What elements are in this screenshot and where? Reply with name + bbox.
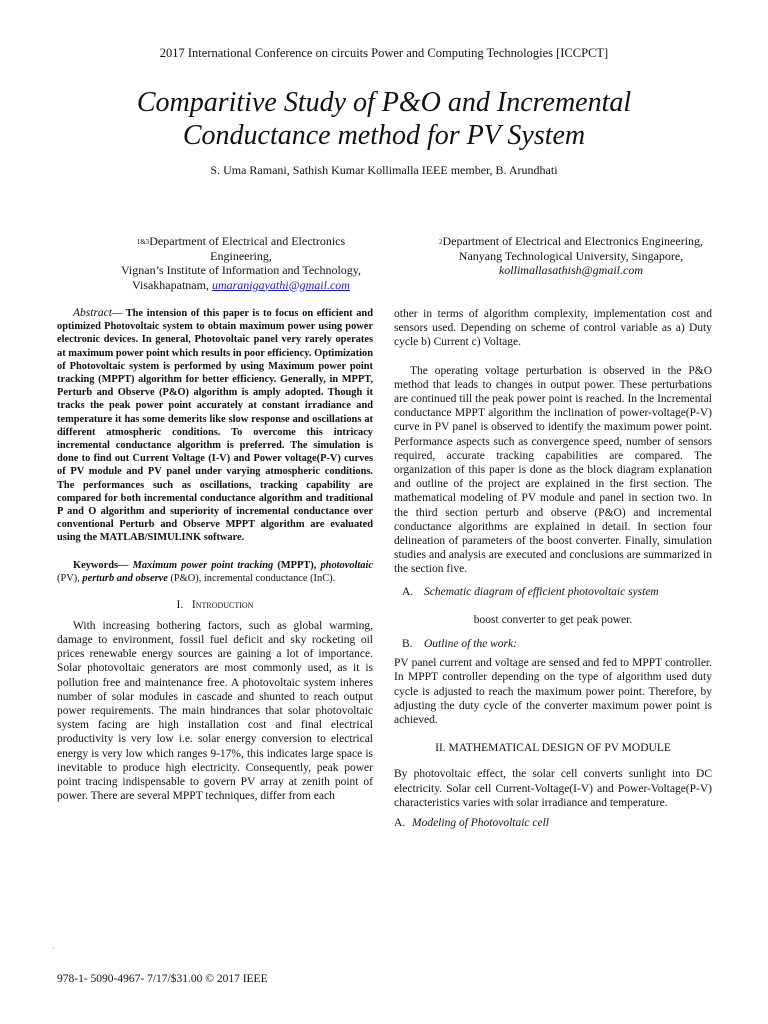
keyword-1-abbr: (MPPT), [273,559,317,571]
conference-header: 2017 International Conference on circuits Power and Computing Technologies [ICCPCT] [159,46,609,60]
section-1-number: I. [176,598,184,611]
subsection-a-title: Schematic diagram of efficient photovoltaic system [424,585,659,598]
abstract-text: The intension of this paper is to focus on efficient and optimized Photovoltaic system to obtain maximum power using power electronic devices. In general, Photovoltaic panel very rarely operates at maximum power point which results in poor efficiency. Optimization of Photovoltaic system is performed by using Maximum power point tracking (MPPT) algorithm for better efficiency. Generally, in MPPT, Perturb and Observe (P&O) algorithm is amply adopted. Though it tracks the peak power point accurately at constant irradiance and temperature it has some demerits like slow response and oscillations at different atmospheric conditions. To overcome this intricacy incremental conductance algorithm is preferred. The simulation is done to find out Current Voltage (I-V) and Power voltage(P-V) curves of PV module and PV panel under varying atmospheric conditions. The performances such as oscillations, tracking capability are compared for both incremental conductance algorithm and traditional P and O algorithm and superiority of incremental conductance over conventional Perturb and Observe MPPT algorithm are evaluated using the MATLAB/SIMULINK software. [57,308,373,544]
affiliation-right-line2: Nanyang Technological University, Singapore, [458,248,684,263]
keyword-1: Maximum power point tracking [132,559,274,571]
keyword-3: perturb and observe [82,572,168,584]
subsection-b-heading [394,637,712,651]
affiliation-left-line2: Engineering, [210,248,272,263]
subsection-b-letter: B. [402,638,413,651]
affiliation-left [74,234,408,292]
keyword-3-abbr: (P&O), incremental conductance (InC). [167,572,336,584]
keywords-label: Keywords— [73,559,129,571]
copyright-footer: 978-1- 5090-4967- 7/17/$31.00 © 2017 IEEE [57,973,268,985]
subsection-b-title: Outline of the work: [424,638,517,651]
affiliation-left-line1: Department of Electrical and Electronics [149,234,346,248]
subsection-a-heading [394,585,712,599]
right-paragraph-3: PV panel current and voltage are sensed and fed to MPPT controller. In MPPT controller depending on the type of algorithm used duty cycle is adjusted to reach the maximum power point. Therefore, by adjusting the duty cycle of the converter maximum power point is achieved. [394,657,712,727]
title-line-2: Conductance method for PV System [182,120,586,151]
paper-title [0,86,768,152]
affiliation-left-city: Visakhapatnam, [132,277,212,292]
right-paragraph-4: By photovoltaic effect, the solar cell converts sunlight into DC electricity. Solar cell Current-Voltage(I-V) and Power-Voltage(P-V) characteristics varies with solar irradiance and temperature. [394,768,712,809]
boost-converter-line: boost converter to get peak power. [473,613,633,626]
affiliation-left-superscript: 1&3 [136,238,150,246]
subsection-a2-letter: A. [394,817,406,830]
subsection-a-letter: A. [402,585,414,598]
affiliation-right-superscript: 2 [438,238,443,246]
subsection-a2-title: Modeling of Photovoltaic cell [412,817,550,830]
section-1-title: Introduction [191,598,254,611]
section-2-heading: II. MATHEMATICAL DESIGN OF PV MODULE [435,742,671,755]
subsection-a2-heading [394,816,712,830]
abstract [57,307,373,545]
introduction-paragraph: With increasing bothering factors, such as global warming, damage to environment, fossil fuel deficit and sky rocketing oil prices renewable energy sources are gaining a lot of importance. Solar photovoltaic generators are most commonly used, as it is pollution free and maintenance free. A photovoltaic system inheres number of solar modules in cascade and shunted to reach output power requirements. The main hindrances that solar photovoltaic system facing are high installation cost and final electrical productivity is very low i.e. solar energy conversion to electrical energy is very low which ranges 9-17%, this indicates large space is inevitable to produce high electricity. Consequently, peak power point tracing indispensable to govern PV array at zenith point of power. There are several MPPT techniques, differ from each [57,619,373,803]
right-paragraph-2: The operating voltage perturbation is observed in the P&O method that leads to changes in output power. These perturbations are continued till the peak power point is reached. In the Incremental conductance MPPT algorithm the inclination of power-voltage(P-V) curve in PV panel is observed to identify the maximum power point. Performance aspects such as convergence speed, number of sensors required, accurate tracking capabilities are compared. The organization of this paper is done as the block diagram explanation and outline of the project are explained in the first section. The mathematical modeling of PV module and panel in section two. In the third section perturb and observe (P&O) and incremental conductance algorithms are explained in detail. In section four delineation of parameters of the boost converter. Finally, simulation studies and analysis are executed and conclusions are summarized in the section five. [394,364,712,576]
email-link-left[interactable]: umaranigayathi@gmail.com [211,277,350,292]
affiliation-left-line3: Vignan’s Institute of Information and Technology, [120,263,362,277]
email-right: kollimallasathish@gmail.com [498,263,644,277]
title-line-1: Comparitive Study of P&O and Incremental [136,87,632,118]
keyword-2: photovoltaic [320,559,373,571]
stray-mark: · [52,944,55,953]
section-1-heading [57,598,373,612]
keywords [57,559,373,585]
abstract-label: Abstract— [73,307,123,319]
affiliation-right-line1: Department of Electrical and Electronics Engineering, [442,234,704,248]
right-column [394,307,712,835]
author-list: S. Uma Ramani, Sathish Kumar Kollimalla IEEE member, B. Arundhati [210,163,558,177]
left-column [57,307,373,804]
keyword-2-abbr: (PV), [57,572,83,584]
right-paragraph-1: other in terms of algorithm complexity, implementation cost and sensors used. Depending on scheme of control variable as a) Duty cycle b) Current c) Voltage. [394,308,712,349]
affiliation-right [420,234,722,278]
